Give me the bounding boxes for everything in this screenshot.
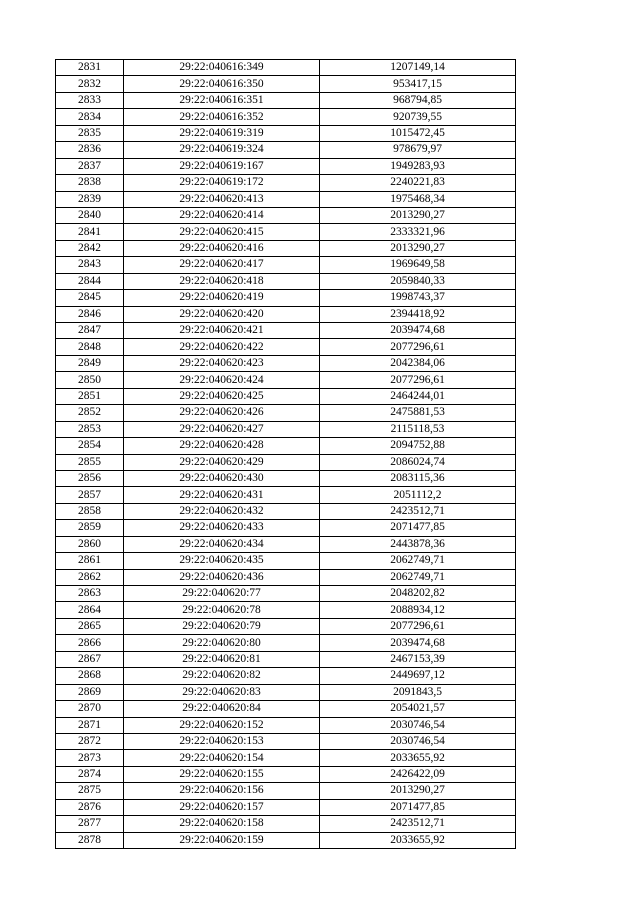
row-number-cell: 2835 (56, 125, 124, 141)
row-number-cell: 2878 (56, 832, 124, 848)
cadastral-number-cell: 29:22:040620:425 (124, 388, 320, 404)
row-number-cell: 2871 (56, 717, 124, 733)
row-number-cell: 2852 (56, 405, 124, 421)
table-row (56, 618, 516, 634)
value-cell: 2039474,68 (320, 323, 516, 339)
value-cell: 2423512,71 (320, 503, 516, 519)
cadastral-number-cell: 29:22:040620:431 (124, 487, 320, 503)
table-row (56, 536, 516, 552)
table-row (56, 602, 516, 618)
row-number-cell: 2854 (56, 438, 124, 454)
table-row (56, 520, 516, 536)
cadastral-number-cell: 29:22:040620:83 (124, 684, 320, 700)
cadastral-number-cell: 29:22:040620:78 (124, 602, 320, 618)
table-row (56, 750, 516, 766)
cadastral-number-cell: 29:22:040616:351 (124, 92, 320, 108)
value-cell: 2054021,57 (320, 701, 516, 717)
value-cell: 2042384,06 (320, 355, 516, 371)
cadastral-number-cell: 29:22:040620:158 (124, 816, 320, 832)
table-row (56, 438, 516, 454)
table-row (56, 125, 516, 141)
row-number-cell: 2840 (56, 207, 124, 223)
table-row (56, 635, 516, 651)
value-cell: 2449697,12 (320, 668, 516, 684)
table-row (56, 339, 516, 355)
value-cell: 2475881,53 (320, 405, 516, 421)
data-table (55, 59, 516, 849)
value-cell: 2077296,61 (320, 618, 516, 634)
cadastral-number-cell: 29:22:040620:159 (124, 832, 320, 848)
table-row (56, 158, 516, 174)
cadastral-number-cell: 29:22:040620:422 (124, 339, 320, 355)
value-cell: 2077296,61 (320, 339, 516, 355)
cadastral-number-cell: 29:22:040619:324 (124, 142, 320, 158)
table-row (56, 717, 516, 733)
row-number-cell: 2848 (56, 339, 124, 355)
table-row (56, 257, 516, 273)
value-cell: 2071477,85 (320, 520, 516, 536)
value-cell: 2013290,27 (320, 240, 516, 256)
table-row (56, 175, 516, 191)
value-cell: 2013290,27 (320, 207, 516, 223)
cadastral-number-cell: 29:22:040620:433 (124, 520, 320, 536)
table-row (56, 733, 516, 749)
cadastral-number-cell: 29:22:040620:81 (124, 651, 320, 667)
row-number-cell: 2877 (56, 816, 124, 832)
value-cell: 920739,55 (320, 109, 516, 125)
row-number-cell: 2875 (56, 783, 124, 799)
row-number-cell: 2844 (56, 273, 124, 289)
table-body (56, 60, 516, 849)
table-row (56, 306, 516, 322)
value-cell: 2048202,82 (320, 586, 516, 602)
value-cell: 1207149,14 (320, 60, 516, 76)
value-cell: 1969649,58 (320, 257, 516, 273)
value-cell: 2071477,85 (320, 799, 516, 815)
value-cell: 2394418,92 (320, 306, 516, 322)
row-number-cell: 2850 (56, 372, 124, 388)
row-number-cell: 2855 (56, 454, 124, 470)
table-row (56, 766, 516, 782)
table-row (56, 240, 516, 256)
row-number-cell: 2845 (56, 290, 124, 306)
value-cell: 2443878,36 (320, 536, 516, 552)
value-cell: 2059840,33 (320, 273, 516, 289)
row-number-cell: 2847 (56, 323, 124, 339)
value-cell: 1015472,45 (320, 125, 516, 141)
value-cell: 2013290,27 (320, 783, 516, 799)
table-row (56, 372, 516, 388)
table-row (56, 290, 516, 306)
row-number-cell: 2868 (56, 668, 124, 684)
table-row (56, 191, 516, 207)
cadastral-number-cell: 29:22:040620:154 (124, 750, 320, 766)
row-number-cell: 2831 (56, 60, 124, 76)
value-cell: 2115118,53 (320, 421, 516, 437)
row-number-cell: 2856 (56, 470, 124, 486)
table-row (56, 470, 516, 486)
table-row (56, 832, 516, 848)
row-number-cell: 2838 (56, 175, 124, 191)
cadastral-number-cell: 29:22:040620:415 (124, 224, 320, 240)
row-number-cell: 2866 (56, 635, 124, 651)
row-number-cell: 2833 (56, 92, 124, 108)
cadastral-number-cell: 29:22:040620:435 (124, 553, 320, 569)
value-cell: 2426422,09 (320, 766, 516, 782)
cadastral-number-cell: 29:22:040620:426 (124, 405, 320, 421)
cadastral-number-cell: 29:22:040620:157 (124, 799, 320, 815)
value-cell: 2051112,2 (320, 487, 516, 503)
cadastral-number-cell: 29:22:040620:413 (124, 191, 320, 207)
value-cell: 2039474,68 (320, 635, 516, 651)
row-number-cell: 2860 (56, 536, 124, 552)
value-cell: 2033655,92 (320, 832, 516, 848)
row-number-cell: 2870 (56, 701, 124, 717)
table-row (56, 454, 516, 470)
table-row (56, 651, 516, 667)
cadastral-number-cell: 29:22:040620:420 (124, 306, 320, 322)
value-cell: 1975468,34 (320, 191, 516, 207)
cadastral-number-cell: 29:22:040619:319 (124, 125, 320, 141)
table-row (56, 487, 516, 503)
row-number-cell: 2867 (56, 651, 124, 667)
value-cell: 2088934,12 (320, 602, 516, 618)
row-number-cell: 2861 (56, 553, 124, 569)
cadastral-number-cell: 29:22:040616:350 (124, 76, 320, 92)
value-cell: 2423512,71 (320, 816, 516, 832)
value-cell: 2094752,88 (320, 438, 516, 454)
value-cell: 2091843,5 (320, 684, 516, 700)
cadastral-number-cell: 29:22:040616:352 (124, 109, 320, 125)
value-cell: 2030746,54 (320, 717, 516, 733)
table-row (56, 355, 516, 371)
row-number-cell: 2851 (56, 388, 124, 404)
row-number-cell: 2876 (56, 799, 124, 815)
cadastral-number-cell: 29:22:040616:349 (124, 60, 320, 76)
value-cell: 953417,15 (320, 76, 516, 92)
cadastral-number-cell: 29:22:040619:172 (124, 175, 320, 191)
cadastral-number-cell: 29:22:040620:416 (124, 240, 320, 256)
row-number-cell: 2873 (56, 750, 124, 766)
table-row (56, 503, 516, 519)
row-number-cell: 2872 (56, 733, 124, 749)
table-row (56, 76, 516, 92)
value-cell: 978679,97 (320, 142, 516, 158)
table-row (56, 224, 516, 240)
cadastral-number-cell: 29:22:040620:421 (124, 323, 320, 339)
cadastral-number-cell: 29:22:040620:430 (124, 470, 320, 486)
table-row (56, 668, 516, 684)
cadastral-number-cell: 29:22:040620:84 (124, 701, 320, 717)
table-row (56, 207, 516, 223)
row-number-cell: 2839 (56, 191, 124, 207)
table-row (56, 586, 516, 602)
value-cell: 2464244,01 (320, 388, 516, 404)
value-cell: 2062749,71 (320, 569, 516, 585)
row-number-cell: 2864 (56, 602, 124, 618)
cadastral-number-cell: 29:22:040620:414 (124, 207, 320, 223)
row-number-cell: 2874 (56, 766, 124, 782)
row-number-cell: 2842 (56, 240, 124, 256)
table-row (56, 783, 516, 799)
row-number-cell: 2858 (56, 503, 124, 519)
cadastral-number-cell: 29:22:040620:418 (124, 273, 320, 289)
row-number-cell: 2834 (56, 109, 124, 125)
cadastral-number-cell: 29:22:040620:155 (124, 766, 320, 782)
table-row (56, 60, 516, 76)
row-number-cell: 2849 (56, 355, 124, 371)
table-row (56, 816, 516, 832)
row-number-cell: 2841 (56, 224, 124, 240)
value-cell: 968794,85 (320, 92, 516, 108)
table-row (56, 273, 516, 289)
table-row (56, 92, 516, 108)
cadastral-number-cell: 29:22:040620:427 (124, 421, 320, 437)
cadastral-number-cell: 29:22:040620:79 (124, 618, 320, 634)
cadastral-number-cell: 29:22:040620:152 (124, 717, 320, 733)
cadastral-number-cell: 29:22:040620:434 (124, 536, 320, 552)
table-row (56, 421, 516, 437)
table-row (56, 701, 516, 717)
row-number-cell: 2832 (56, 76, 124, 92)
value-cell: 2333321,96 (320, 224, 516, 240)
cadastral-number-cell: 29:22:040620:80 (124, 635, 320, 651)
value-cell: 2086024,74 (320, 454, 516, 470)
cadastral-number-cell: 29:22:040620:424 (124, 372, 320, 388)
value-cell: 2062749,71 (320, 553, 516, 569)
value-cell: 2467153,39 (320, 651, 516, 667)
cadastral-number-cell: 29:22:040620:82 (124, 668, 320, 684)
value-cell: 1998743,37 (320, 290, 516, 306)
cadastral-number-cell: 29:22:040620:436 (124, 569, 320, 585)
table-row (56, 405, 516, 421)
cadastral-number-cell: 29:22:040620:156 (124, 783, 320, 799)
table-row (56, 323, 516, 339)
row-number-cell: 2843 (56, 257, 124, 273)
table-row (56, 569, 516, 585)
cadastral-number-cell: 29:22:040620:153 (124, 733, 320, 749)
value-cell: 2240221,83 (320, 175, 516, 191)
row-number-cell: 2869 (56, 684, 124, 700)
cadastral-number-cell: 29:22:040620:419 (124, 290, 320, 306)
cadastral-number-cell: 29:22:040620:77 (124, 586, 320, 602)
cadastral-number-cell: 29:22:040619:167 (124, 158, 320, 174)
cadastral-number-cell: 29:22:040620:429 (124, 454, 320, 470)
row-number-cell: 2857 (56, 487, 124, 503)
row-number-cell: 2837 (56, 158, 124, 174)
value-cell: 2030746,54 (320, 733, 516, 749)
table-row (56, 684, 516, 700)
row-number-cell: 2859 (56, 520, 124, 536)
table-row (56, 142, 516, 158)
row-number-cell: 2853 (56, 421, 124, 437)
value-cell: 2033655,92 (320, 750, 516, 766)
value-cell: 2077296,61 (320, 372, 516, 388)
table-row (56, 109, 516, 125)
value-cell: 2083115,36 (320, 470, 516, 486)
cadastral-number-cell: 29:22:040620:417 (124, 257, 320, 273)
cadastral-number-cell: 29:22:040620:423 (124, 355, 320, 371)
cadastral-number-cell: 29:22:040620:432 (124, 503, 320, 519)
row-number-cell: 2863 (56, 586, 124, 602)
row-number-cell: 2846 (56, 306, 124, 322)
row-number-cell: 2865 (56, 618, 124, 634)
table-row (56, 799, 516, 815)
table-row (56, 388, 516, 404)
value-cell: 1949283,93 (320, 158, 516, 174)
table-row (56, 553, 516, 569)
row-number-cell: 2836 (56, 142, 124, 158)
row-number-cell: 2862 (56, 569, 124, 585)
cadastral-number-cell: 29:22:040620:428 (124, 438, 320, 454)
